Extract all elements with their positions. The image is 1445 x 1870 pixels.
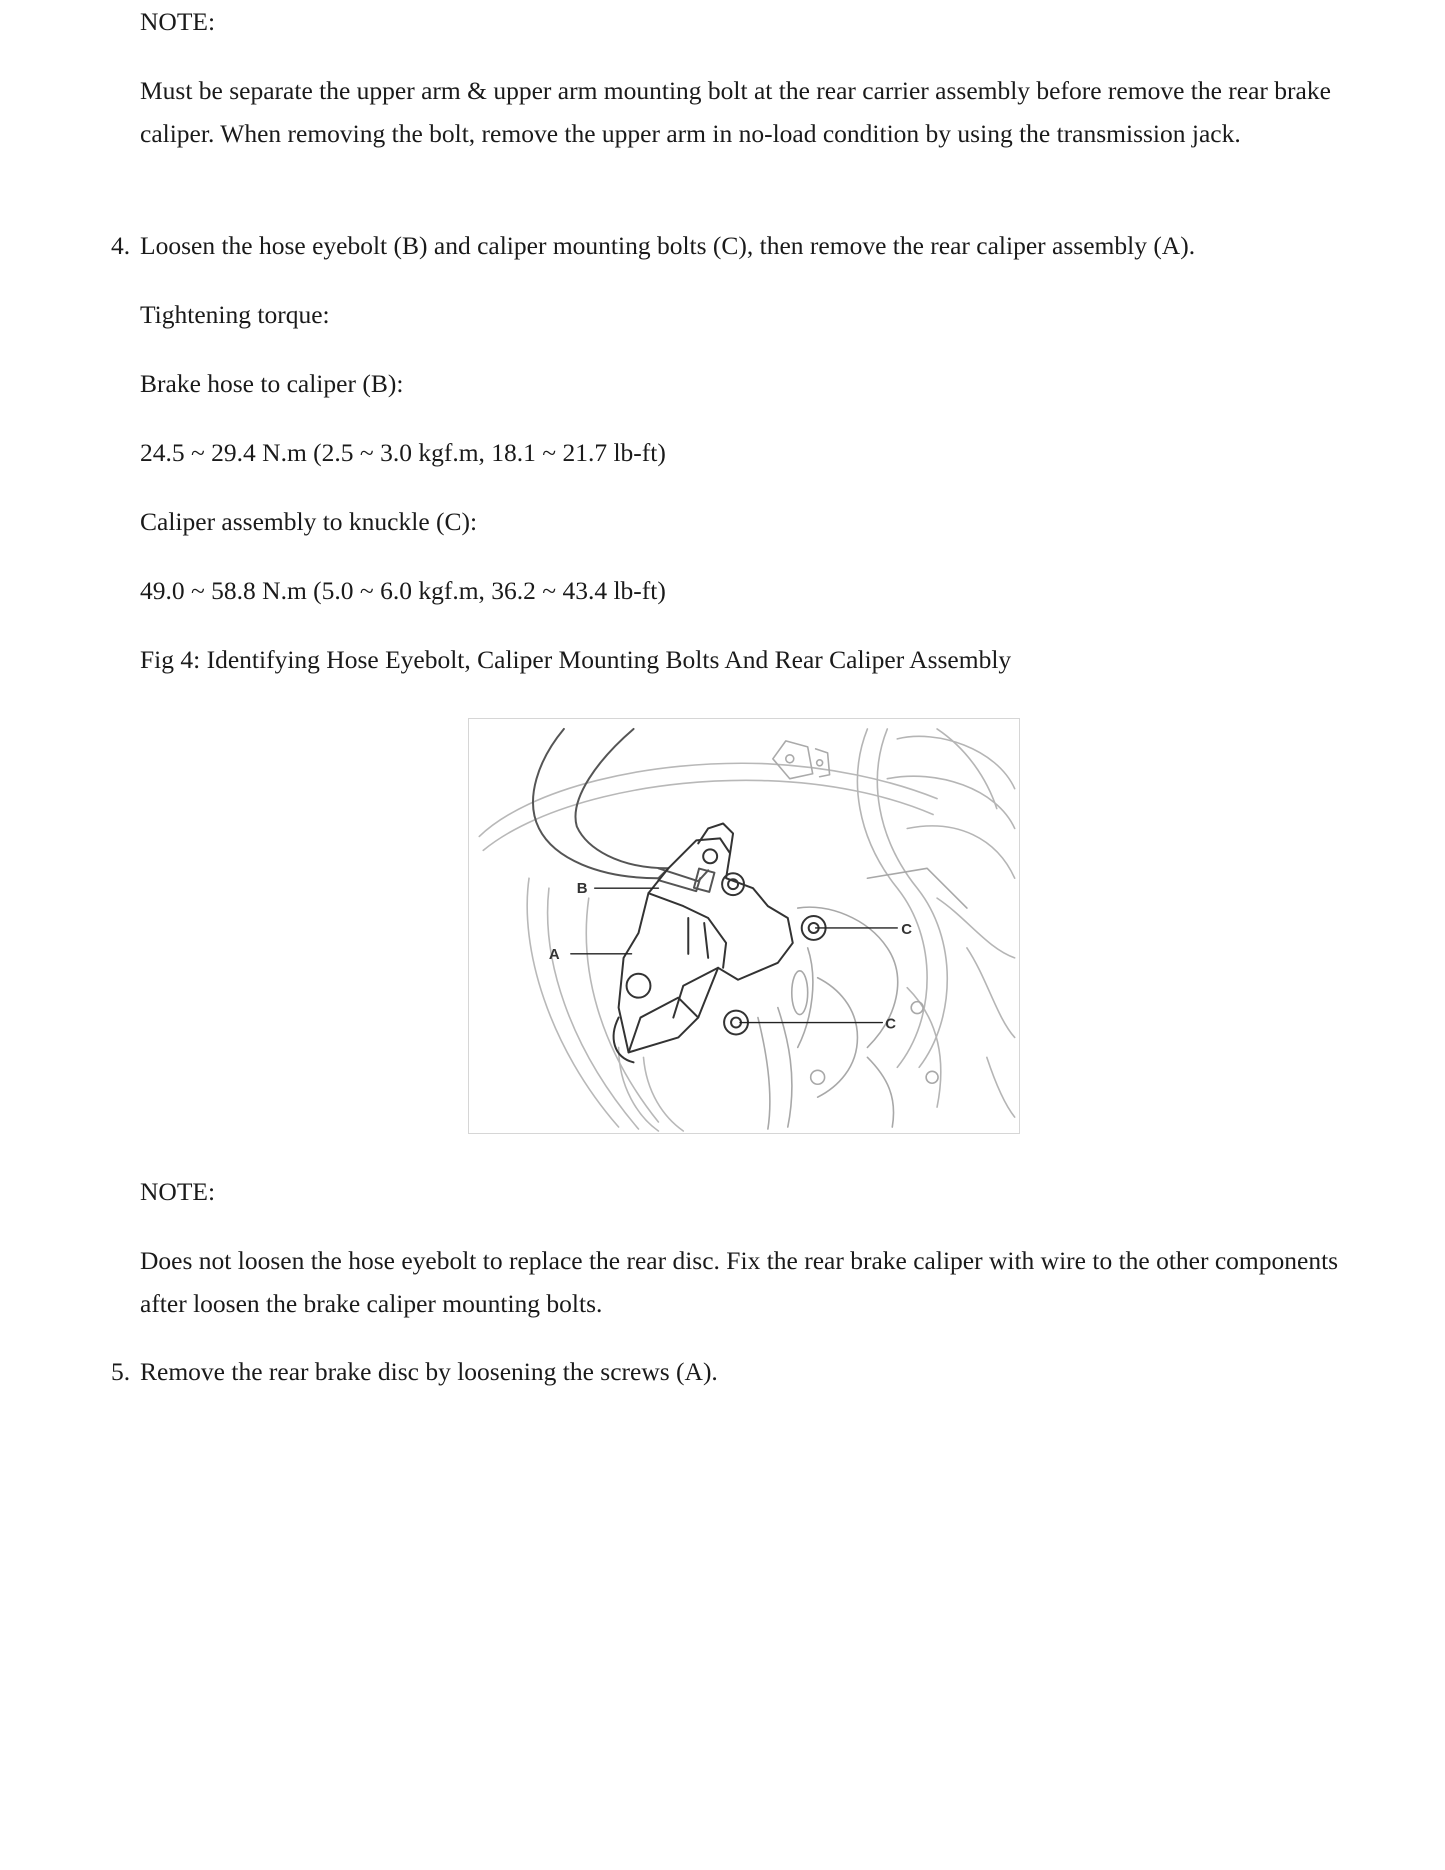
caliper-torque-value: 49.0 ~ 58.8 N.m (5.0 ~ 6.0 kgf.m, 36.2 ~ 43.4 lb-ft): [140, 576, 666, 605]
hose-torque-label: Brake hose to caliper (B):: [140, 369, 404, 398]
caliper-torque-label: Caliper assembly to knuckle (C):: [140, 507, 478, 536]
callout-a: A: [548, 945, 560, 963]
callout-c-upper: C: [901, 920, 913, 938]
callout-b: B: [576, 880, 588, 898]
note-label: NOTE:: [140, 1177, 216, 1206]
torque-label: Tightening torque:: [140, 300, 330, 329]
note-text: Does not loosen the hose eyebolt to replace the rear disc. Fix the rear brake caliper with wire to the other components after loosen the brake caliper mounting bolts.: [140, 1246, 1339, 1318]
brake-hose: [533, 729, 714, 892]
hose-torque-value: 24.5 ~ 29.4 N.m (2.5 ~ 3.0 kgf.m, 18.1 ~ 21.7 lb-ft): [140, 438, 666, 467]
upper-bracket: [773, 741, 830, 779]
caliper-illustration: [468, 718, 1020, 1134]
figure-caption: Fig 4: Identifying Hose Eyebolt, Caliper Mounting Bolts And Rear Caliper Assembly: [140, 645, 1012, 674]
knuckle-outline: [758, 868, 967, 1129]
callout-c-lower: C: [885, 1015, 897, 1033]
step-number: 5.: [111, 1357, 131, 1386]
step-text: Loosen the hose eyebolt (B) and caliper mounting bolts (C), then remove the rear caliper assembly (A).: [140, 231, 1196, 260]
step-text: Remove the rear brake disc by loosening the screws (A).: [140, 1357, 718, 1386]
suspension-outline: [857, 729, 1014, 1117]
note-label: NOTE:: [140, 7, 216, 36]
step-number: 4.: [111, 231, 131, 260]
caliper-body: [619, 823, 793, 1052]
note-text: Must be separate the upper arm & upper arm mounting bolt at the rear carrier assembly before remove the rear brake caliper. When removing the bolt, remove the upper arm in no-load condition by using the transmission jack.: [140, 76, 1331, 148]
disc-outline: [479, 763, 937, 1131]
